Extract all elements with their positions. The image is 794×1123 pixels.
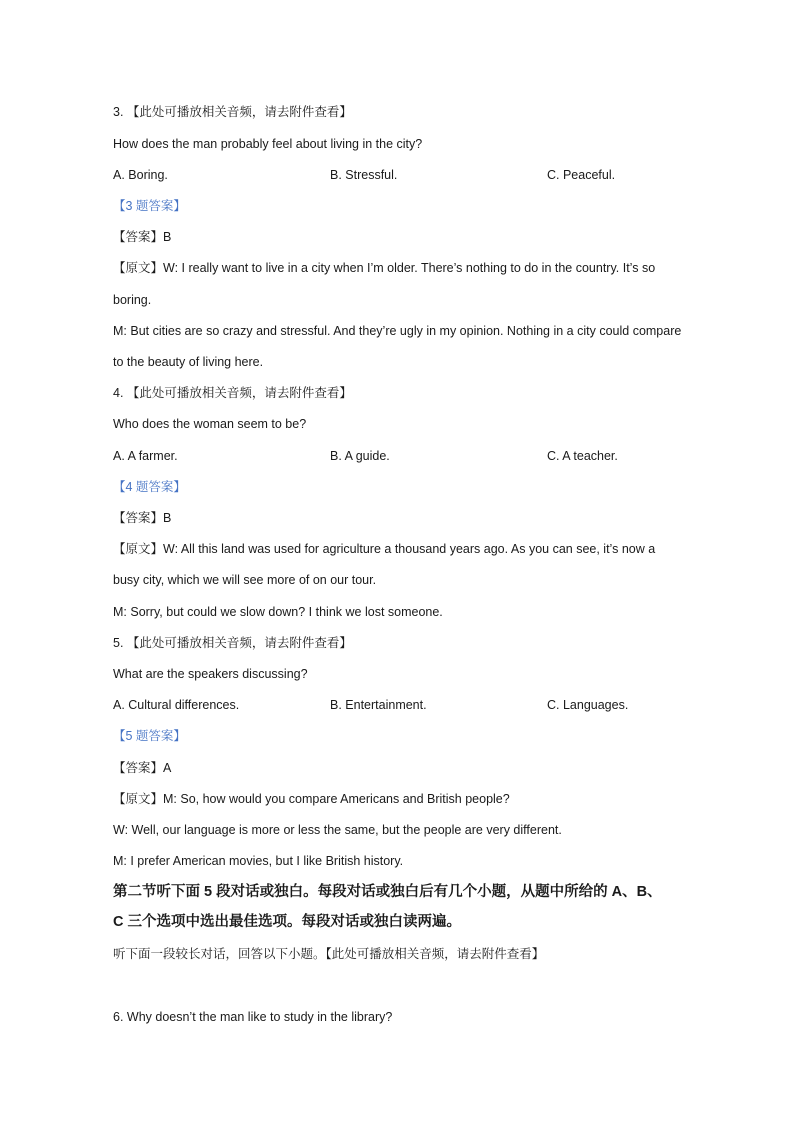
q5-transcript-line-1: 【原文】M: So, how would you compare Americans and British people? xyxy=(113,792,510,806)
q3-prompt: 3. 【此处可播放相关音频，请去附件查看】 xyxy=(113,105,352,119)
q4-option-c: C. A teacher. xyxy=(547,449,618,463)
q4-option-a: A. A farmer. xyxy=(113,449,178,463)
q3-transcript-line-2: boring. xyxy=(113,293,152,307)
q3-option-c: C. Peaceful. xyxy=(547,168,616,182)
q4-transcript-line-2: busy city, which we will see more of on our tour. xyxy=(113,573,377,587)
q5-option-a: A. Cultural differences. xyxy=(113,698,240,712)
q5-option-b: B. Entertainment. xyxy=(330,698,427,712)
q4-transcript-line-3: M: Sorry, but could we slow down? I think we lost someone. xyxy=(113,605,443,619)
q4-question: Who does the woman seem to be? xyxy=(113,417,307,431)
q3-answer-heading: 【3 题答案】 xyxy=(113,199,186,213)
q3-option-a: A. Boring. xyxy=(113,168,168,182)
q5-prompt: 5. 【此处可播放相关音频，请去附件查看】 xyxy=(113,636,352,650)
q5-answer-heading: 【5 题答案】 xyxy=(113,729,186,743)
q4-prompt: 4. 【此处可播放相关音频，请去附件查看】 xyxy=(113,386,352,400)
q3-transcript-line-1: 【原文】W: I really want to live in a city when I’m older. There’s nothing to do in the country. It’s so xyxy=(113,261,656,275)
q3-option-b: B. Stressful. xyxy=(330,168,398,182)
section2-heading-line-2: C 三个选项中选出最佳选项。每段对话或独白读两遍。 xyxy=(113,914,461,930)
q3-transcript-line-3: M: But cities are so crazy and stressful. And they’re ugly in my opinion. Nothing in a city could compare xyxy=(113,324,682,338)
q3-transcript-line-4: to the beauty of living here. xyxy=(113,355,264,369)
section2-heading-line-1: 第二节听下面 5 段对话或独白。每段对话或独白后有几个小题，从题中所给的 A、B、 xyxy=(113,884,662,900)
q4-answer: 【答案】B xyxy=(113,511,172,525)
section2-instruction: 听下面一段较长对话，回答以下小题。【此处可播放相关音频，请去附件查看】 xyxy=(113,947,545,961)
q4-answer-heading: 【4 题答案】 xyxy=(113,480,186,494)
q3-question: How does the man probably feel about living in the city? xyxy=(113,137,423,151)
q3-answer: 【答案】B xyxy=(113,230,172,244)
q6-question: 6. Why doesn’t the man like to study in the library? xyxy=(113,1010,393,1024)
q5-transcript-line-2: W: Well, our language is more or less the same, but the people are very different. xyxy=(113,823,562,837)
q4-option-b: B. A guide. xyxy=(330,449,390,463)
q4-transcript-line-1: 【原文】W: All this land was used for agriculture a thousand years ago. As you can see, it’s now a xyxy=(113,542,656,556)
q5-answer: 【答案】A xyxy=(113,761,172,775)
q5-transcript-line-3: M: I prefer American movies, but I like British history. xyxy=(113,854,404,868)
q5-question: What are the speakers discussing? xyxy=(113,667,308,681)
q5-option-c: C. Languages. xyxy=(547,698,629,712)
